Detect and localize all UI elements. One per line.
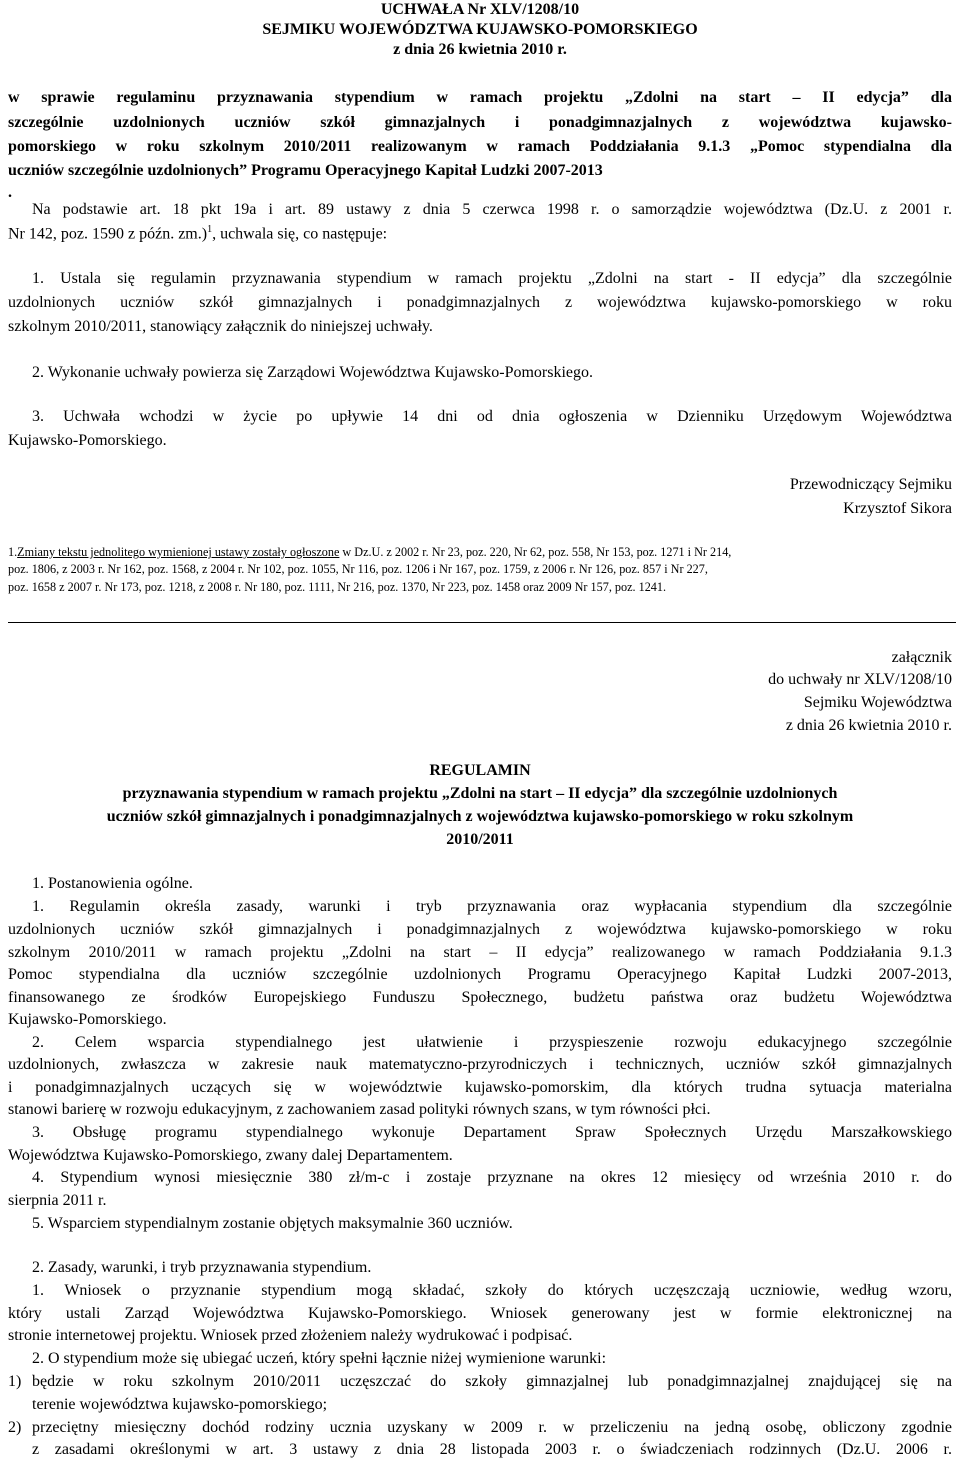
section-1-point-5: 5. Wsparciem stypendialnym zostanie objętych maksymalnie 360 uczniów. [32, 1215, 513, 1232]
point-line: 4. Stypendium wynosi miesięcznie 380 zł/m-c i zostaje przyznane na okres 12 miesięcy od września 2010 r. do [32, 1169, 952, 1186]
point-line: szkolnym 2010/2011 w ramach projektu „Zdolni na start – II edycja” realizowanego w ramach Poddziałania 9.1.3 [8, 944, 952, 961]
point-line: Województwa Kujawsko-Pomorskiego, zwany dalej Departamentem. [8, 1147, 453, 1164]
point-line: i ponadgimnazjalnych uczących się w województwie kujawsko-pomorskim, dla których trudna sytuacja materialna [8, 1079, 952, 1096]
title-line: 2010/2011 [446, 831, 514, 848]
point-line: 2. Celem wsparcia stypendialnego jest ułatwienie i przyspieszenie rozwoju edukacyjnego szczególnie [32, 1034, 952, 1051]
point-line: uzdolnionych uczniów szkół gimnazjalnych i ponadgimnazjalnych z województwa kujawsko-pomorskiego w roku [8, 921, 952, 938]
basis-line: Na podstawie art. 18 pkt 19a i art. 89 ustawy z dnia 5 czerwca 1998 r. o samorządzie województwa (Dz.U. z 2001 r. [32, 201, 952, 218]
footnote-line: poz. 1658 z 2007 r. Nr 173, poz. 1218, z 2008 r. Nr 180, poz. 1111, Nr 216, poz. 1370, Nr 223, poz. 1458 oraz 2009 Nr 157, poz. 1241. [8, 580, 667, 594]
resolution-authority: SEJMIKU WOJEWÓDZTWA KUJAWSKO-POMORSKIEGO [262, 21, 698, 38]
point-line: sierpnia 2011 r. [8, 1192, 107, 1209]
annex-line: załącznik [891, 649, 952, 666]
footnote-text: w Dz.U. z 2002 r. Nr 23, poz. 220, Nr 62, poz. 558, Nr 153, poz. 1271 i Nr 214, [339, 545, 732, 559]
condition-number: 1) [8, 1373, 22, 1390]
paragraph-line: Kujawsko-Pomorskiego. [8, 432, 167, 449]
subject-line: szczególnie uzdolnionych uczniów szkół gimnazjalnych i ponadgimnazjalnych z województwa kujawsko- [8, 114, 952, 131]
resolution-number: UCHWAŁA Nr XLV/1208/10 [380, 1, 580, 18]
annex-line: Sejmiku Województwa [803, 694, 952, 711]
subject-line: uczniów szczególnie uzdolnionych” Programu Operacyjnego Kapitał Ludzki 2007-2013 [8, 162, 603, 179]
paragraph-line: szkolnym 2010/2011, stanowiący załącznik do niniejszej uchwały. [8, 318, 433, 335]
page-separator [8, 622, 956, 623]
paragraph-2: 2. Wykonanie uchwały powierza się Zarządowi Województwa Kujawsko-Pomorskiego. [32, 364, 594, 381]
paragraph-line: 1. Ustala się regulamin przyznawania stypendium w ramach projektu „Zdolni na start - II edycja” dla szczególnie [32, 270, 952, 287]
condition-line: przeciętny miesięczny dochód rodziny ucznia uzyskany w 2009 r. w przeliczeniu na jedną osobę, obliczony zgodnie [32, 1419, 952, 1436]
annex-line: z dnia 26 kwietnia 2010 r. [785, 717, 952, 734]
title-line: przyznawania stypendium w ramach projektu „Zdolni na start – II edycja” dla szczególnie uzdolnionych [122, 785, 838, 802]
title-line: REGULAMIN [429, 762, 531, 779]
condition-line: będzie w roku szkolnym 2010/2011 uczęszczać do szkoły gimnazjalnej lub ponadgimnazjalnej znajdującej się na [32, 1373, 952, 1390]
point-line: 1. Regulamin określa zasady, warunki i tryb przyznawania oraz wypłacania stypendium dla szczególnie [32, 898, 952, 915]
title-line: uczniów szkół gimnazjalnych i ponadgimnazjalnych z województwa kujawsko-pomorskiego w roku szkolnym [106, 808, 854, 825]
section-2-point-2: 2. O stypendium może się ubiegać uczeń, który spełni łącznie niżej wymienione warunki: [32, 1350, 607, 1367]
basis-text: Nr 142, poz. 1590 z późn. zm.) [8, 225, 208, 243]
condition-number: 2) [8, 1419, 22, 1436]
subject-line: . [8, 184, 12, 201]
point-line: który ustali Zarząd Województwa Kujawsko-Pomorskiego. Wniosek generowany jest w formie elektronicznej na [8, 1305, 952, 1322]
point-line: stanowi barierę w rozwoju edukacyjnym, z zachowaniem zasad polityki równych szans, w tym równości płci. [8, 1101, 711, 1118]
point-line: stronie internetowej projektu. Wniosek przed złożeniem należy wydrukować i podpisać. [8, 1327, 573, 1344]
annex-line: do uchwały nr XLV/1208/10 [768, 671, 952, 688]
section-2-heading: 2. Zasady, warunki, i tryb przyznawania stypendium. [32, 1259, 372, 1276]
point-line: finansowanego ze środków Europejskiego Funduszu Społecznego, budżetu państwa oraz budżetu Województwa [8, 989, 952, 1006]
paragraph-line: uzdolnionych uczniów szkół gimnazjalnych i ponadgimnazjalnych z województwa kujawsko-pomorskiego w roku [8, 294, 952, 311]
subject-line: w sprawie regulaminu przyznawania stypendium w ramach projektu „Zdolni na start – II edycja” dla [8, 89, 952, 106]
basis-text: , uchwala się, co następuje: [212, 225, 388, 243]
footnote-text: Zmiany tekstu jednolitego wymienionej ustawy zostały ogłoszone [17, 545, 340, 559]
point-line: Kujawsko-Pomorskiego. [8, 1011, 167, 1028]
section-1-heading: 1. Postanowienia ogólne. [32, 875, 193, 892]
signature-role: Przewodniczący Sejmiku [789, 476, 952, 493]
basis-line [8, 224, 387, 243]
point-line: uzdolnionych, zwłaszcza w zakresie nauk matematyczno-przyrodniczych i technicznych, uczniów szkół gimnazjalnych [8, 1056, 952, 1073]
footnote-line: poz. 1806, z 2003 r. Nr 162, poz. 1568, z 2004 r. Nr 102, poz. 1055, Nr 116, poz. 1206 i Nr 167, poz. 1759, z 2006 r. Nr 126, poz. 857 i Nr 227, [8, 562, 708, 576]
condition-line: z zasadami określonymi w art. 3 ustawy z dnia 28 listopada 2003 r. o świadczeniach rodzinnych (Dz.U. 2006 r. [32, 1441, 952, 1458]
point-line: 3. Obsługę programu stypendialnego wykonuje Departament Spraw Społecznych Urzędu Marszałkowskiego [32, 1124, 952, 1141]
resolution-date: z dnia 26 kwietnia 2010 r. [393, 41, 567, 58]
footnote-line [8, 545, 731, 560]
condition-line: terenie województwa kujawsko-pomorskiego; [32, 1396, 328, 1413]
subject-line: pomorskiego w roku szkolnym 2010/2011 realizowanym w ramach Poddziałania 9.1.3 „Pomoc stypendialna dla [8, 138, 952, 155]
point-line: 1. Wniosek o przyznanie stypendium mogą składać, szkoły do których uczęszczają uczniowie, według wzoru, [32, 1282, 952, 1299]
paragraph-line: 3. Uchwała wchodzi w życie po upływie 14 dni od dnia ogłoszenia w Dzienniku Urzędowym Województwa [32, 408, 952, 425]
footnote-ref: 1 [207, 224, 213, 235]
footnote-number: 1. [8, 545, 18, 559]
point-line: Pomoc stypendialna dla uczniów szczególnie uzdolnionych Programu Operacyjnego Kapitał Ludzki 2007-2013, [8, 966, 952, 983]
signature-name: Krzysztof Sikora [843, 500, 952, 517]
